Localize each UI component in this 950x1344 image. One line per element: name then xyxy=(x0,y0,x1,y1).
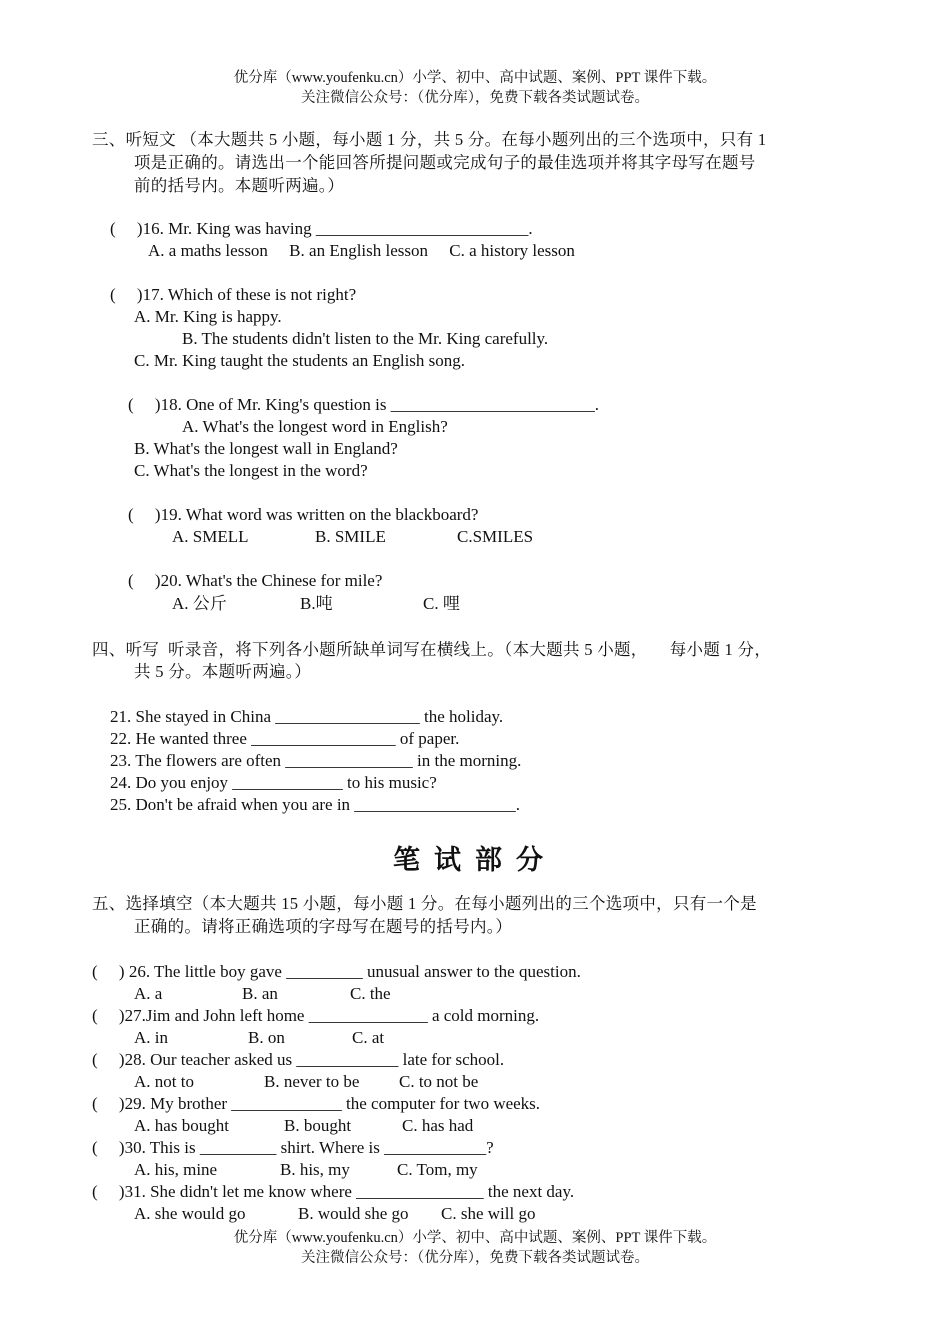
question-25: 25. Don't be afraid when you are in ___________________. xyxy=(110,795,521,814)
question-17-option-b: B. The students didn't listen to the Mr. King carefully. xyxy=(182,329,549,348)
question-23: 23. The flowers are often _______________ in the morning. xyxy=(110,751,522,770)
section4-heading: 四、听写 听录音，将下列各小题所缺单词写在横线上。（本大题共 5 小题， 每小题 1 分， xyxy=(92,640,772,659)
question-29-option-a: A. has bought xyxy=(134,1116,229,1135)
question-20-option-b: B.吨 xyxy=(300,594,333,613)
question-19-option-a: A. SMELL xyxy=(172,527,249,546)
footer-line-2: 关注微信公众号：（优分库），免费下载各类试题试卷。 xyxy=(301,1250,649,1266)
question-19: ( )19. What word was written on the blackboard? xyxy=(128,505,479,524)
question-29-option-b: B. bought xyxy=(284,1116,352,1135)
question-20-option-a: A. 公斤 xyxy=(172,594,227,613)
section3-heading-line2: 项是正确的。请选出一个能回答所提问题或完成句子的最佳选项并将其字母写在题号 xyxy=(134,153,756,172)
footer-line-1: 优分库（www.youfenku.cn）小学、初中、高中试题、案例、PPT 课件下载。 xyxy=(233,1230,717,1246)
question-24: 24. Do you enjoy _____________ to his music? xyxy=(110,773,437,792)
question-18-option-a: A. What's the longest word in English? xyxy=(182,417,448,436)
section3-heading-line3: 前的括号内。本题听两遍。） xyxy=(134,176,345,195)
question-31-option-b: B. would she go xyxy=(298,1204,409,1223)
header-line-2: 关注微信公众号：（优分库），免费下载各类试题试卷。 xyxy=(301,90,649,106)
question-26-option-b: B. an xyxy=(242,984,278,1003)
question-31-option-a: A. she would go xyxy=(134,1204,246,1223)
question-18-option-b: B. What's the longest wall in England? xyxy=(134,439,398,458)
question-22: 22. He wanted three _________________ of paper. xyxy=(110,729,460,748)
question-30-option-c: C. Tom, my xyxy=(397,1160,478,1179)
question-17: ( )17. Which of these is not right? xyxy=(110,285,357,304)
section5-heading: 五、选择填空（本大题共 15 小题，每小题 1 分。在每小题列出的三个选项中，只有一个是 xyxy=(92,894,757,913)
question-21: 21. She stayed in China _________________ the holiday. xyxy=(110,707,504,726)
question-28-option-a: A. not to xyxy=(134,1072,194,1091)
question-29: ( )29. My brother _____________ the computer for two weeks. xyxy=(92,1094,541,1113)
question-27-option-b: B. on xyxy=(248,1028,285,1047)
question-20: ( )20. What's the Chinese for mile? xyxy=(128,571,383,590)
question-30-option-b: B. his, my xyxy=(280,1160,350,1179)
question-27: ( )27.Jim and John left home ______________ a cold morning. xyxy=(92,1006,540,1025)
question-29-option-c: C. has had xyxy=(402,1116,474,1135)
question-18-option-c: C. What's the longest in the word? xyxy=(134,461,368,480)
question-19-option-c: C.SMILES xyxy=(457,527,534,546)
question-30-option-a: A. his, mine xyxy=(134,1160,218,1179)
question-16: ( )16. Mr. King was having _________________________. xyxy=(110,219,533,238)
question-28: ( )28. Our teacher asked us ____________ late for school. xyxy=(92,1050,505,1069)
section4-heading-line2: 共 5 分。本题听两遍。） xyxy=(134,662,312,681)
question-17-option-c: C. Mr. King taught the students an English song. xyxy=(134,351,466,370)
question-27-option-c: C. at xyxy=(352,1028,385,1047)
question-27-option-a: A. in xyxy=(134,1028,168,1047)
question-31: ( )31. She didn't let me know where _______________ the next day. xyxy=(92,1182,575,1201)
question-20-option-c: C. 哩 xyxy=(423,594,460,613)
question-28-option-c: C. to not be xyxy=(399,1072,479,1091)
question-19-option-b: B. SMILE xyxy=(315,527,386,546)
question-26-option-a: A. a xyxy=(134,984,163,1003)
question-17-option-a: A. Mr. King is happy. xyxy=(134,307,282,326)
question-26-option-c: C. the xyxy=(350,984,391,1003)
question-26: ( ) 26. The little boy gave _________ unusual answer to the question. xyxy=(92,962,581,981)
question-31-option-c: C. she will go xyxy=(441,1204,536,1223)
question-28-option-b: B. never to be xyxy=(264,1072,360,1091)
section5-heading-line2: 正确的。请将正确选项的字母写在题号的括号内。） xyxy=(134,917,513,936)
question-18: ( )18. One of Mr. King's question is ________________________. xyxy=(128,395,600,414)
question-16-options: A. a maths lesson B. an English lesson C. a history lesson xyxy=(148,241,575,260)
written-part-title: 笔试部分 xyxy=(393,845,557,876)
question-30: ( )30. This is _________ shirt. Where is ____________? xyxy=(92,1138,494,1157)
section3-heading: 三、听短文 （本大题共 5 小题，每小题 1 分，共 5 分。在每小题列出的三个选项中，只有 1 xyxy=(92,130,767,149)
header-line-1: 优分库（www.youfenku.cn）小学、初中、高中试题、案例、PPT 课件下载。 xyxy=(233,70,717,86)
